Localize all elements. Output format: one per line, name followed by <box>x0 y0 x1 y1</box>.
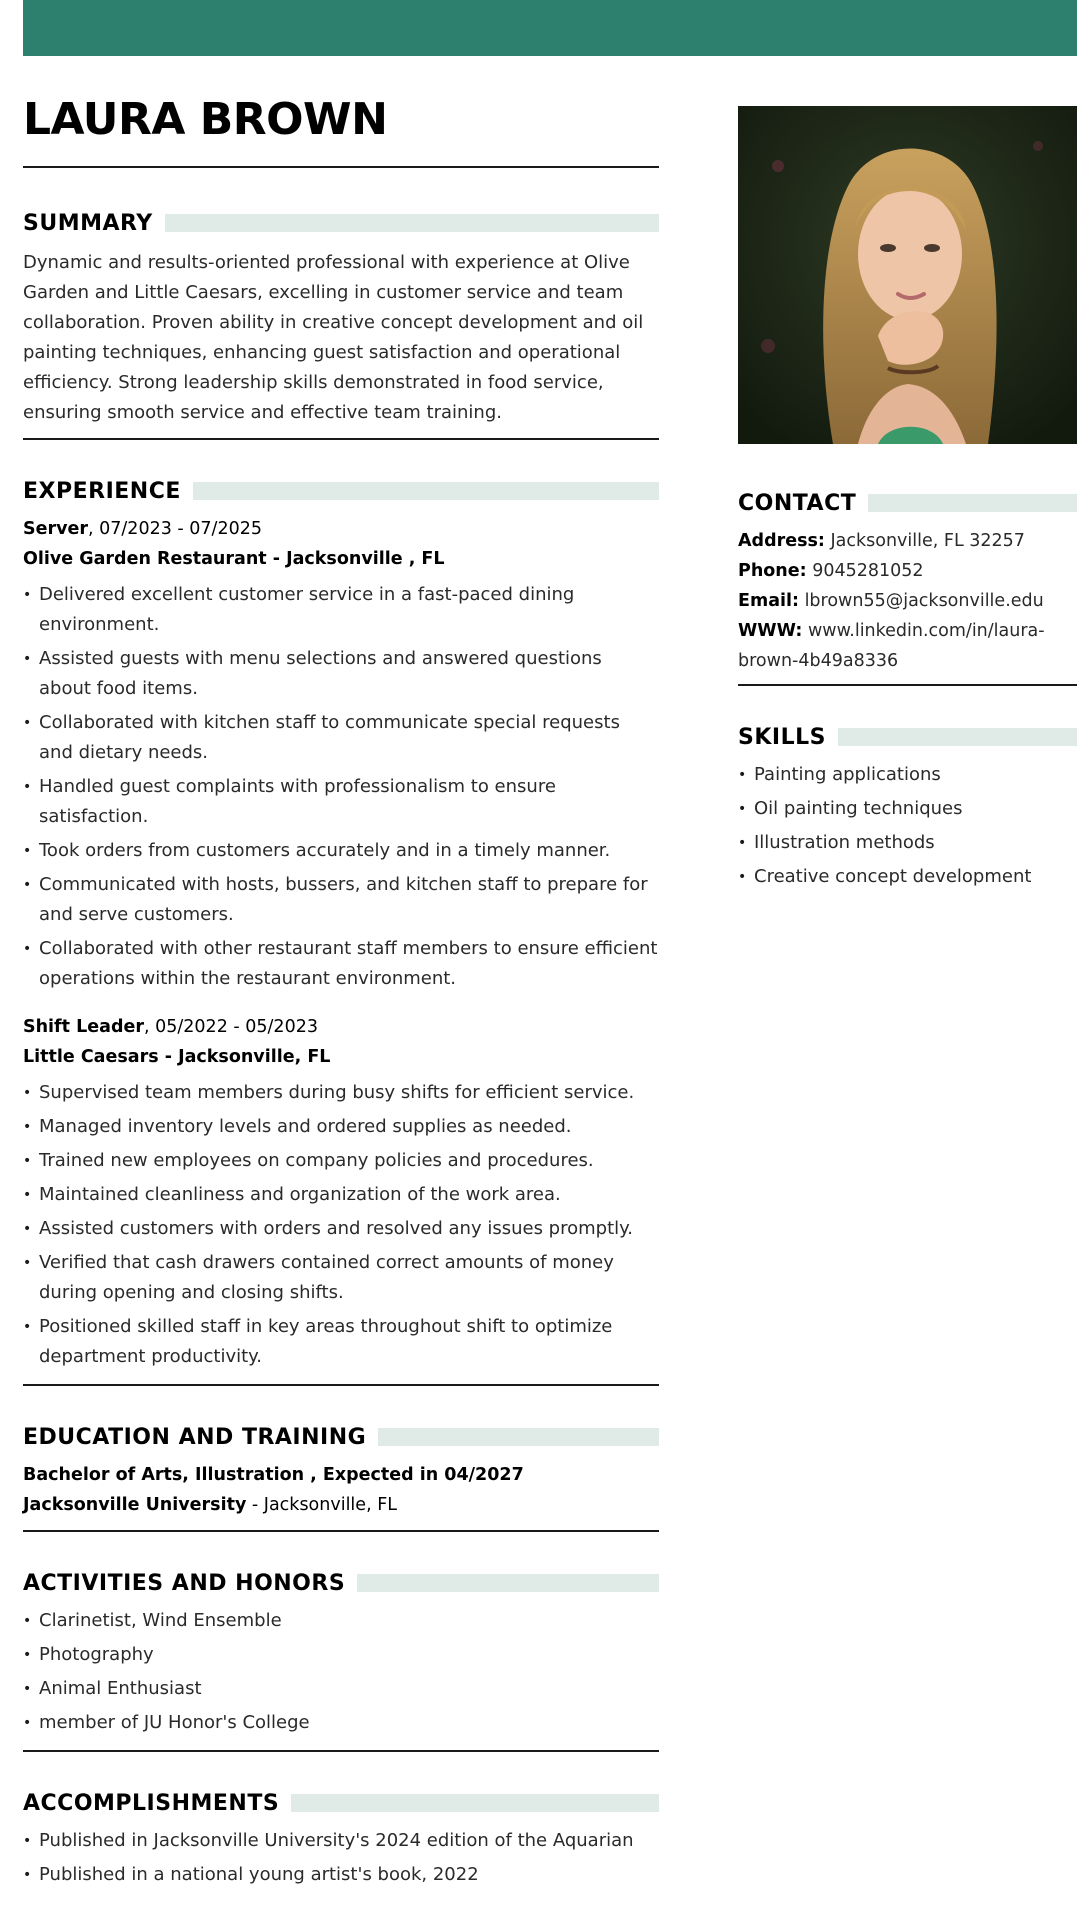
experience-title: EXPERIENCE <box>23 478 181 504</box>
contact-title: CONTACT <box>738 490 857 516</box>
list-item: • Painting applications <box>738 760 1077 790</box>
list-item: • Published in a national young artist's book, 2022 <box>23 1860 659 1890</box>
list-item: • Supervised team members during busy shifts for efficient service. <box>23 1078 659 1108</box>
list-item: • Assisted guests with menu selections and answered questions about food items. <box>23 644 659 704</box>
job-bullets <box>23 580 659 994</box>
list-item: • Trained new employees on company policies and procedures. <box>23 1146 659 1176</box>
contact-www <box>738 616 1077 676</box>
contact-phone <box>738 556 1077 586</box>
email-value[interactable]: lbrown55@jacksonville.edu <box>799 591 1044 611</box>
list-item: • Oil painting techniques <box>738 794 1077 824</box>
list-item: • Maintained cleanliness and organization of the work area. <box>23 1180 659 1210</box>
section-bar <box>868 494 1077 512</box>
education-title: EDUCATION AND TRAINING <box>23 1424 367 1450</box>
job-employer: Little Caesars - Jacksonville, FL <box>23 1047 331 1067</box>
list-item: • Verified that cash drawers contained correct amounts of money during opening and closing shifts. <box>23 1248 659 1308</box>
experience-heading <box>23 476 659 506</box>
job-role: Server <box>23 519 89 539</box>
section-bar <box>357 1574 659 1592</box>
list-item: • Animal Enthusiast <box>23 1674 659 1704</box>
section-bar <box>165 214 659 232</box>
list-item: • Delivered excellent customer service in a fast-paced dining environment. <box>23 580 659 640</box>
activities-list <box>23 1606 659 1738</box>
list-item: • Collaborated with kitchen staff to communicate special requests and dietary needs. <box>23 708 659 768</box>
job-employer: Olive Garden Restaurant - Jacksonville , FL <box>23 549 445 569</box>
email-label: Email: <box>738 591 799 611</box>
list-item: • Took orders from customers accurately and in a timely manner. <box>23 836 659 866</box>
candidate-name: LAURA BROWN <box>23 94 388 145</box>
list-item: • Communicated with hosts, bussers, and kitchen staff to prepare for and serve customers. <box>23 870 659 930</box>
list-item: • Managed inventory levels and ordered supplies as needed. <box>23 1112 659 1142</box>
list-item: • Published in Jacksonville University's 2024 edition of the Aquarian <box>23 1826 659 1856</box>
contact-heading <box>738 488 1077 518</box>
phone-label: Phone: <box>738 561 807 581</box>
degree-field: , Illustration , Expected in 04/2027 <box>182 1465 524 1485</box>
job-entry <box>23 1012 659 1372</box>
education-heading <box>23 1422 659 1452</box>
phone-value: 9045281052 <box>806 561 924 581</box>
list-item: • Creative concept development <box>738 862 1077 892</box>
school-name: Jacksonville University <box>23 1495 247 1515</box>
list-item: • Illustration methods <box>738 828 1077 858</box>
list-item: • Photography <box>23 1640 659 1670</box>
top-accent-bar <box>23 0 1077 56</box>
summary-heading <box>23 208 659 238</box>
list-item: • Assisted customers with orders and resolved any issues promptly. <box>23 1214 659 1244</box>
school-location: - Jacksonville, FL <box>246 1495 398 1515</box>
degree: Bachelor of Arts <box>23 1465 183 1485</box>
degree-line <box>23 1460 659 1490</box>
activities-heading <box>23 1568 659 1598</box>
list-item: • Clarinetist, Wind Ensemble <box>23 1606 659 1636</box>
accomplishments-title: ACCOMPLISHMENTS <box>23 1790 280 1816</box>
list-item: • Collaborated with other restaurant staff members to ensure efficient operations within the restaurant environment. <box>23 934 659 994</box>
profile-photo <box>738 106 1077 444</box>
address-label: Address: <box>738 531 825 551</box>
list-item: • Positioned skilled staff in key areas throughout shift to optimize department productivity. <box>23 1312 659 1372</box>
summary-title: SUMMARY <box>23 210 153 236</box>
contact-address <box>738 526 1077 556</box>
job-dates: , 05/2022 - 05/2023 <box>144 1017 318 1037</box>
www-link[interactable]: www.linkedin.com/in/laura-brown-4b49a8336 <box>738 621 1045 671</box>
address-value: Jacksonville, FL 32257 <box>824 531 1025 551</box>
section-bar <box>291 1794 659 1812</box>
contact-email <box>738 586 1077 616</box>
job-title-line <box>23 514 659 544</box>
activities-title: ACTIVITIES AND HONORS <box>23 1570 346 1596</box>
list-item: • Handled guest complaints with professionalism to ensure satisfaction. <box>23 772 659 832</box>
accomplishments-list <box>23 1826 659 1890</box>
section-bar <box>193 482 659 500</box>
school-line <box>23 1490 659 1520</box>
section-bar <box>838 728 1077 746</box>
section-bar <box>378 1428 659 1446</box>
job-bullets <box>23 1078 659 1372</box>
job-role: Shift Leader <box>23 1017 144 1037</box>
accomplishments-heading <box>23 1788 659 1818</box>
list-item: • member of JU Honor's College <box>23 1708 659 1738</box>
job-dates: , 07/2023 - 07/2025 <box>88 519 262 539</box>
summary-text: Dynamic and results-oriented professional with experience at Olive Garden and Little Caesars, excelling in customer service and team collaboration. Proven ability in creative concept development and oil painting techniques, enhancing guest satisfaction and operational efficiency. Strong leadership skills demonstrated in food service, ensuring smooth service and effective team training. <box>23 252 644 423</box>
main-column <box>23 90 659 1894</box>
skills-list <box>738 760 1077 892</box>
www-label: WWW: <box>738 621 803 641</box>
job-entry <box>23 514 659 994</box>
sidebar-column <box>738 106 1077 896</box>
skills-heading <box>738 722 1077 752</box>
skills-title: SKILLS <box>738 724 826 750</box>
job-title-line <box>23 1012 659 1042</box>
